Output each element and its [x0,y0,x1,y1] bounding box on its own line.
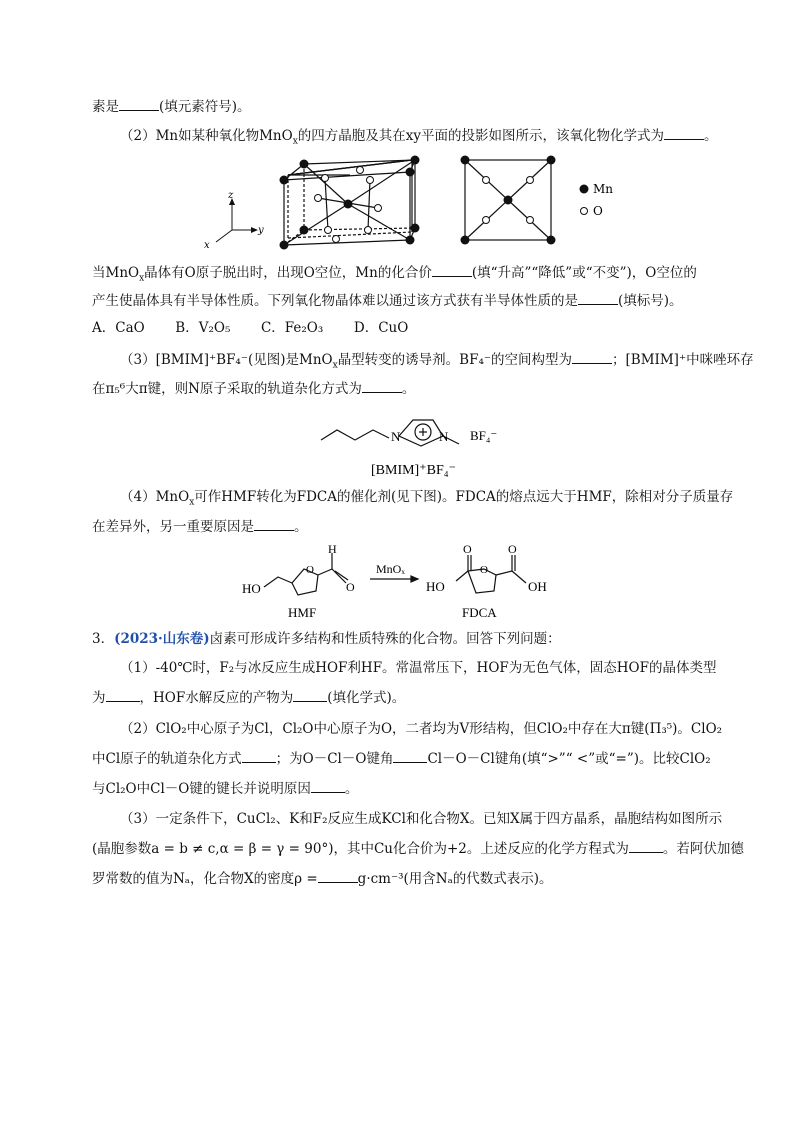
svg-text:O: O [346,580,355,594]
text: 为 [92,690,106,706]
text-line [120,658,716,678]
svg-text:HO: HO [242,581,261,596]
text: (晶胞参数a = b ≠ c,α = β = γ = 90°)，其中Cu化合价为+2。上述反应的化学方程式为 [92,841,629,857]
svg-text:O: O [480,564,488,576]
answer-blank[interactable] [393,748,427,763]
text: 卤素可形成许多结构和性质特殊的化合物。回答下列问题： [209,631,561,647]
text: (填化学式)。 [327,690,406,706]
text: 当 [92,265,106,281]
fdca-label: FDCA [462,605,497,620]
text: 的四方晶胞及其在xy平面的投影如图所示，该氧化物化学式为 [297,128,665,144]
text: （3）一定条件下，CuCl₂、K和F₂反应生成KCl和化合物X。已知X属于四方晶系，晶胞结构如图所示 [120,811,723,827]
question-3-header [92,629,561,649]
text: （3）[BMIM]⁺BF₄⁻(见图)是 [120,352,300,368]
answer-blank[interactable] [629,838,663,853]
options-line [92,318,408,338]
source-tag: (2023·山东卷) [114,631,210,647]
axis-y-label: y [258,225,264,236]
text: 与Cl₂O中Cl－O键的键长并说明原因 [92,781,311,797]
formula-mnox: MnO$_x$ [299,352,338,371]
question-number: 3． [92,631,115,647]
text: 罗常数的值为Nₐ，化合物X的密度ρ = [92,871,318,887]
text: Cl－O－Cl键角(填“>”“ <”或“=”)。比较ClO₂ [427,751,711,767]
text: (填“升高”“降低”或“不变”)，O空位的 [471,265,697,281]
text: 。 [344,781,359,797]
crystal-cell-figure [200,150,620,255]
axis-x-label: x [204,240,210,251]
hmf-label: HMF [288,605,317,620]
text: 晶型转变的诱导剂。BF₄⁻的空间构型为 [337,352,573,368]
text: g·cm⁻³(用含Nₐ的代数式表示)。 [357,871,553,887]
text: 中Cl原子的轨道杂化方式 [92,751,242,767]
text-line [92,96,251,117]
text: 可作HMF转化为FDCA的催化剂(见下图)。FDCA的熔点远大于HMF，除相对分子质量存 [194,489,734,505]
text: （2）Mn如某种氧化物 [120,128,260,144]
text: ；[BMIM]⁺中咪唑环存 [612,352,754,368]
text: 。若阿伏加德 [662,841,744,857]
text: 。 [401,381,416,397]
legend-mn: Mn [593,182,614,196]
svg-text:OH: OH [528,579,547,594]
option-c[interactable]: C．Fe₂O₃ [260,320,324,336]
answer-blank[interactable] [293,687,327,702]
svg-text:O: O [306,564,314,576]
formula-mnox: MnO$_x$ [105,265,145,284]
answer-blank[interactable] [311,778,345,793]
answer-blank[interactable] [106,687,140,702]
bf4-label: BF₄⁻ [470,428,498,443]
text-line [92,687,405,708]
text: （2）ClO₂中心原子为Cl，Cl₂O中心原子为O，二者均为V形结构，但ClO₂中存在大π键(Π₃⁵)。ClO₂ [120,721,723,737]
text-line [92,868,553,889]
answer-blank[interactable] [664,125,704,140]
bmim-structure [315,408,515,480]
answer-blank[interactable] [254,516,294,531]
option-b[interactable]: B．V₂O₅ [175,320,231,336]
text: 产生使晶体具有半导体性质。下列氧化物晶体难以通过该方式获有半导体性质的是 [92,293,578,309]
text-line [92,378,415,399]
text-line [120,719,722,739]
svg-text:N: N [439,429,449,444]
answer-blank[interactable] [578,290,618,305]
text: 在π₅⁶大π键，则N原子采取的轨道杂化方式为 [92,381,362,397]
answer-blank[interactable] [119,96,159,111]
answer-blank[interactable] [572,349,612,364]
svg-text:N: N [391,429,401,444]
svg-text:O: O [508,543,517,556]
option-d[interactable]: D．CuO [353,320,409,336]
text: ；为O－Cl－O键角 [275,751,394,767]
svg-text:H: H [328,543,337,556]
bmim-caption: [BMIM]⁺BF₄⁻ [371,463,457,478]
text-line [92,748,711,769]
text-line [120,349,754,370]
text: 在差异外，另一重要原因是 [92,519,254,535]
text-line [92,778,358,799]
svg-text:O: O [463,543,472,556]
text-line [92,838,744,859]
text-line [92,262,697,283]
answer-blank[interactable] [362,378,402,393]
reaction-scheme [240,543,580,621]
option-a[interactable]: A．CaO [92,320,145,336]
text: (填标号)。 [618,293,683,309]
svg-text:HO: HO [426,579,445,594]
text: 。 [294,519,308,535]
text-line [92,516,308,537]
text: 晶体有O原子脱出时，出现O空位，Mn的化合价 [144,265,432,281]
catalyst-label: MnOₓ [376,562,405,576]
answer-blank[interactable] [318,868,358,883]
text: (填元素符号)。 [159,99,251,115]
answer-blank[interactable] [242,748,276,763]
text: 素是 [92,99,119,115]
legend-o: O [593,204,603,218]
text: （4） [120,489,156,505]
formula-mnox: MnO$_x$ [259,128,298,147]
axis-z-label: z [228,190,234,201]
text-line [120,487,733,507]
text: ，HOF水解反应的产物为 [139,690,294,706]
answer-blank[interactable] [432,262,472,277]
text-line [120,809,722,829]
text-line [92,290,683,311]
text: （1）-40℃时，F₂与冰反应生成HOF利HF。常温常压下，HOF为无色气体，固态HOF的晶体类型 [120,660,717,676]
formula-mnox: MnO$_x$ [155,489,195,508]
text-line: （2）Mn如某种氧化物MnO$_x$的四方晶胞及其在xy平面的投影如图所示，该氧化物化学式为 。 [120,125,718,146]
